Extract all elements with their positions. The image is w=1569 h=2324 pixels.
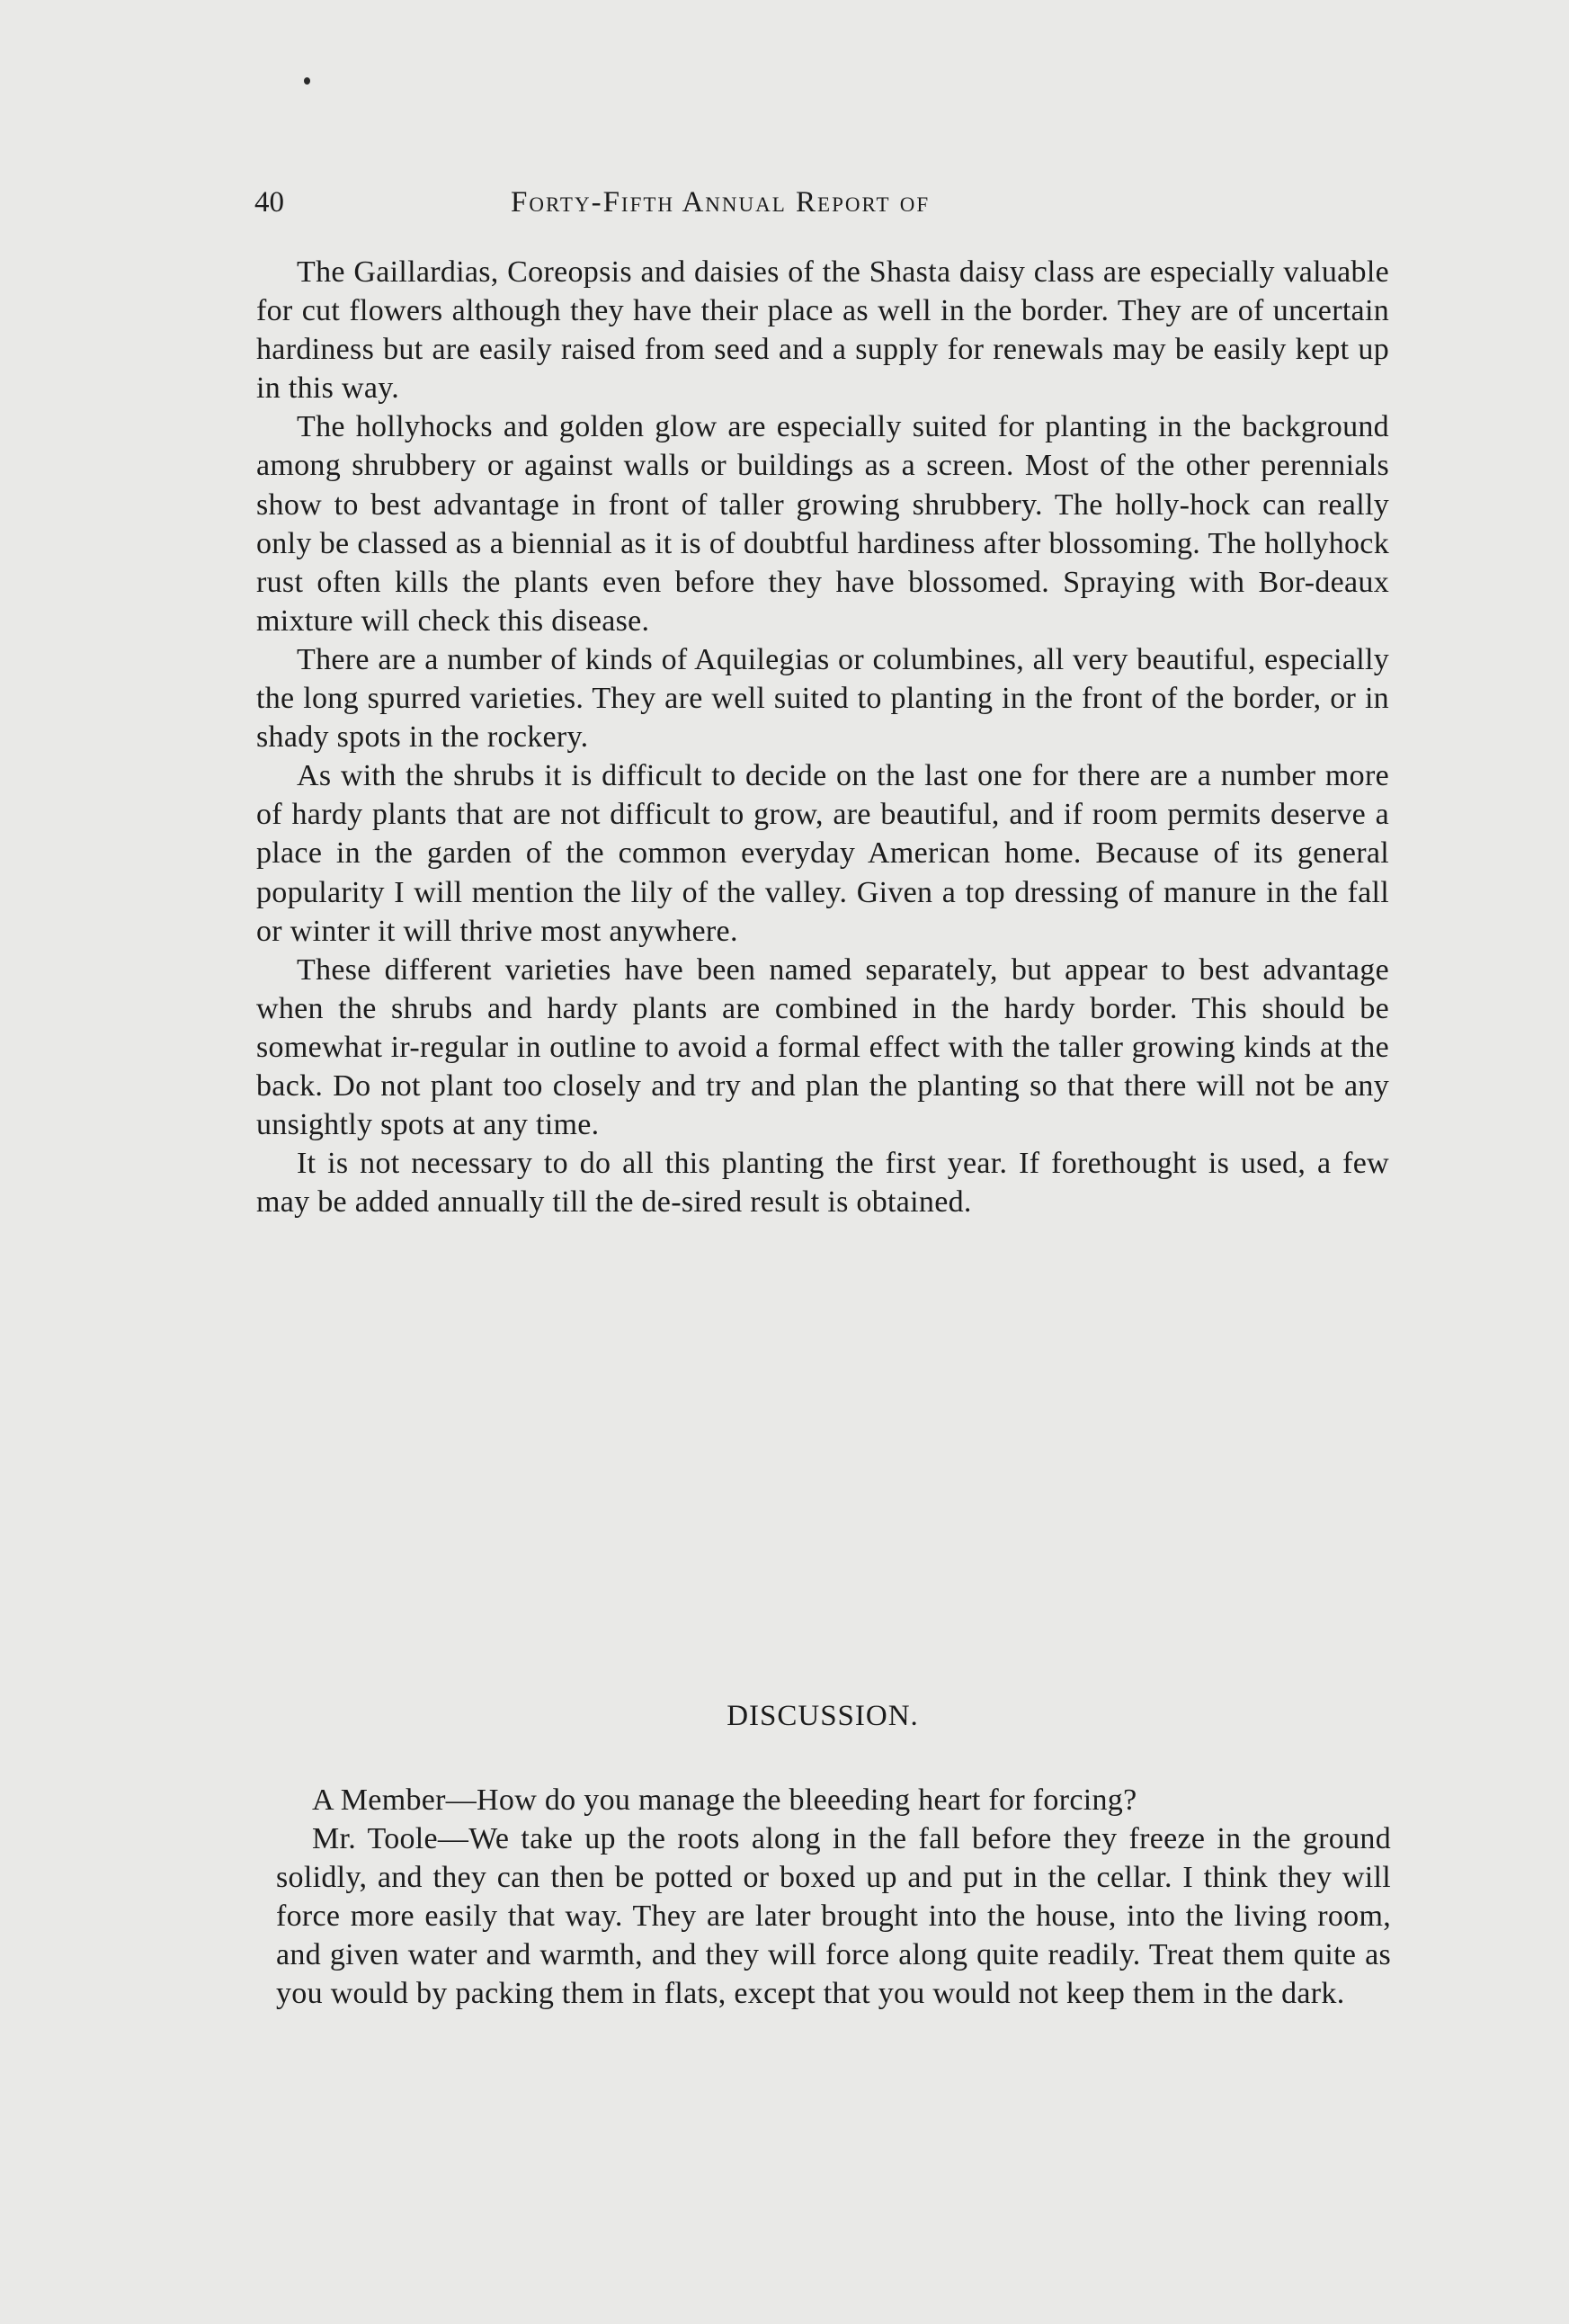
paragraph: There are a number of kinds of Aquilegias or columbines, all very beautiful, especially the long spurred varieties. They are well suited to planting in the front of the border, or in shady spots in the rockery.: [256, 642, 1389, 755]
body-text: [256, 253, 1389, 1221]
paragraph: As with the shrubs it is difficult to decide on the last one for there are a number more of hardy plants that are not difficult to grow, are beautiful, and if room permits deserve a place in the garden of the common everyday American home. Because of its general popularity I will mention the lily of the valley. Given a top dressing of manure in the fall or winter it will thrive most anywhere.: [256, 759, 1389, 948]
discussion-paragraph: Mr. Toole—We take up the roots along in the fall before they freeze in the ground solidly, and they can then be potted or boxed up and put in the cellar. I think they will force more easily that way. They are later brought into the house, into the living room, and given water and warmth, and they will force along quite readily. Treat them quite as you would by packing them in flats, except that you would not keep them in the dark.: [276, 1822, 1391, 2011]
discussion-heading: DISCUSSION.: [727, 1700, 919, 1732]
paragraph: These different varieties have been named separately, but appear to best advantage when the shrubs and hardy plants are combined in the hardy border. This should be somewhat ir-regular in outline to avoid a formal effect with the taller growing kinds at the back. Do not plant too closely and try and plan the planting so that there will not be any unsightly spots at any time.: [256, 952, 1389, 1142]
ink-speck: [304, 77, 310, 85]
paragraph: It is not necessary to do all this planting the first year. If forethought is used, a few may be added annually till the de-sired result is obtained.: [256, 1147, 1389, 1220]
page-number: 40: [254, 186, 284, 219]
discussion-text: [276, 1781, 1391, 2014]
paragraph: The hollyhocks and golden glow are especially suited for planting in the background among shrubbery or against walls or buildings as a screen. Most of the other perennials show to best advantage in front of taller growing shrubbery. The holly-hock can really only be classed as a biennial as it is of doubtful hardiness after blossoming. The hollyhock rust often kills the plants even before they have blossomed. Spraying with Bor-deaux mixture will check this disease.: [256, 410, 1389, 638]
running-title: Forty-Fifth Annual Report of: [511, 186, 931, 219]
page-header: [254, 186, 1398, 231]
paragraph: The Gaillardias, Coreopsis and daisies of the Shasta daisy class are especially valuable for cut flowers although they have their place as well in the border. They are of uncertain hardiness but are easily raised from seed and a supply for renewals may be easily kept up in this way.: [256, 255, 1389, 406]
discussion-paragraph: A Member—How do you manage the bleeeding heart for forcing?: [312, 1783, 1137, 1817]
